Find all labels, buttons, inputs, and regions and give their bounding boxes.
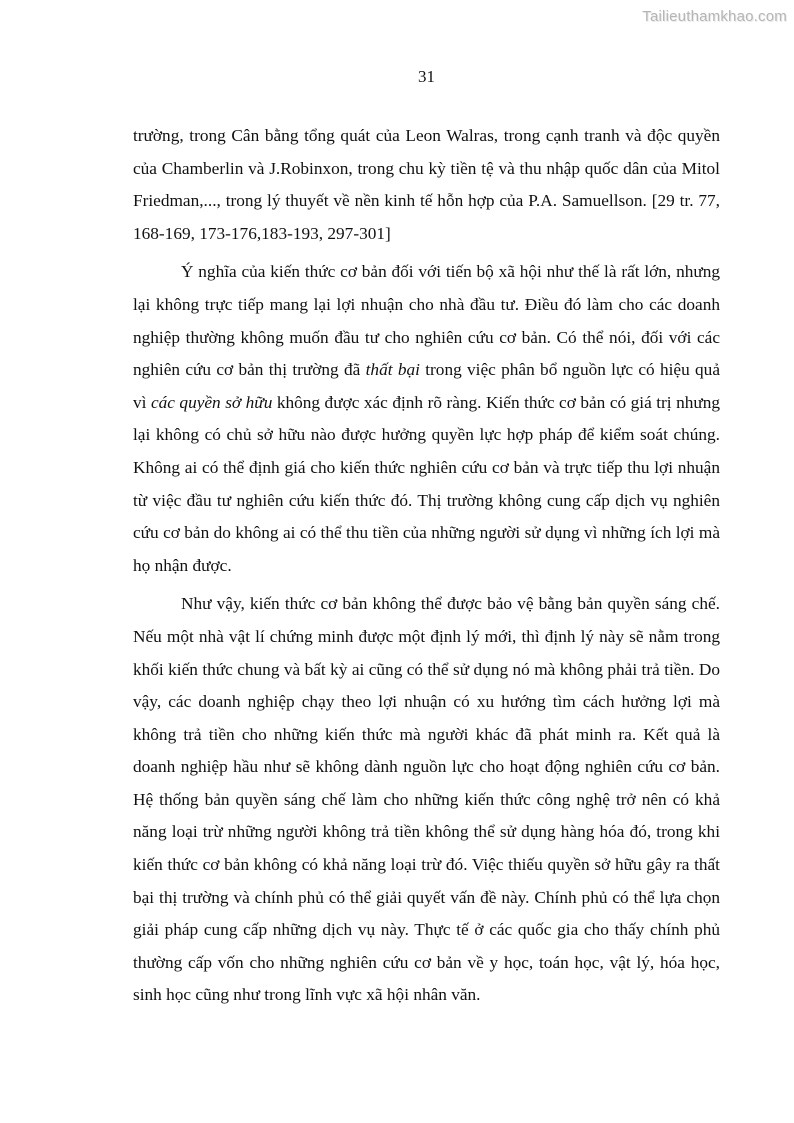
italic-text-run: thất bại (365, 360, 420, 380)
text-run: Ý nghĩa của kiến thức cơ bản đối với tiến bộ xã hội như thế là rất lớn, nhưng lại không trực tiếp mang lại lợi nhuận cho nhà đầu tư. Điều đó làm cho các doanh nghiệp thường không muốn đầu tư cho nghiên cứu cơ bản. Có thể nói, đối với các nghiên cứu cơ bản thị trường đã (133, 262, 720, 380)
text-run: trong việc phân bổ nguồn lực có hiệu quả vì (133, 360, 720, 412)
paragraph (133, 588, 720, 1012)
text-run: không được xác định rõ ràng. Kiến thức cơ bản có giá trị nhưng lại không có chủ sở hữu nào được hưởng quyền lực hợp pháp để kiểm soát chúng. Không ai có thể định giá cho kiến thức nghiên cứu cơ bản và trực tiếp thu lợi nhuận từ việc đầu tư nghiên cứu kiến thức đó. Thị trường không cung cấp dịch vụ nghiên cứu cơ bản do không ai có thể thu tiền của những người sử dụng vì những ích lợi mà họ nhận được. (133, 392, 721, 575)
italic-text-run: các quyền sở hữu (150, 392, 273, 412)
document-body (133, 120, 720, 1018)
watermark: Tailieuthamkhao.com (642, 8, 787, 25)
text-run: trường, trong Cân bằng tổng quát của Leon Walras, trong cạnh tranh và độc quyền của Chamberlin và J.Robinxon, trong chu kỳ tiền tệ và thu nhập quốc dân của Mitol Friedman,..., trong lý thuyết về nền kinh tế hỗn hợp của P.A. Samuellson. [29 tr. 77, 168-169, 173-176,183-193, 297-301] (133, 126, 720, 243)
text-run: Như vậy, kiến thức cơ bản không thể được bảo vệ bằng bản quyền sáng chế. Nếu một nhà vật lí chứng minh được một định lý mới, thì định lý này sẽ nằm trong khối kiến thức chung và bất kỳ ai cũng có thể sử dụng nó mà không phải trả tiền. Do vậy, các doanh nghiệp chạy theo lợi nhuận có xu hướng tìm cách hưởng lợi mà không trả tiền cho những kiến thức mà người khác đã phát minh ra. Kết quả là doanh nghiệp hầu như sẽ không dành nguồn lực cho hoạt động nghiên cứu cơ bản. Hệ thống bản quyền sáng chế làm cho những kiến thức công nghệ trở nên có khả năng loại trừ những người không trả tiền không thể sử dụng hàng hóa đó, trong khi kiến thức cơ bản không có khả năng loại trừ đó. Việc thiếu quyền sở hữu gây ra thất bại thị trường và chính phủ có thể giải quyết vấn đề này. Chính phủ có thể lựa chọn giải pháp cung cấp những dịch vụ này. Thực tế ở các quốc gia cho thấy chính phủ thường cấp vốn cho những nghiên cứu cơ bản về y học, toán học, vật lý, hóa học, sinh học cũng như trong lĩnh vực xã hội nhân văn. (133, 594, 720, 1005)
paragraph (133, 120, 720, 250)
paragraph (133, 256, 720, 582)
page-number: 31 (418, 67, 435, 86)
